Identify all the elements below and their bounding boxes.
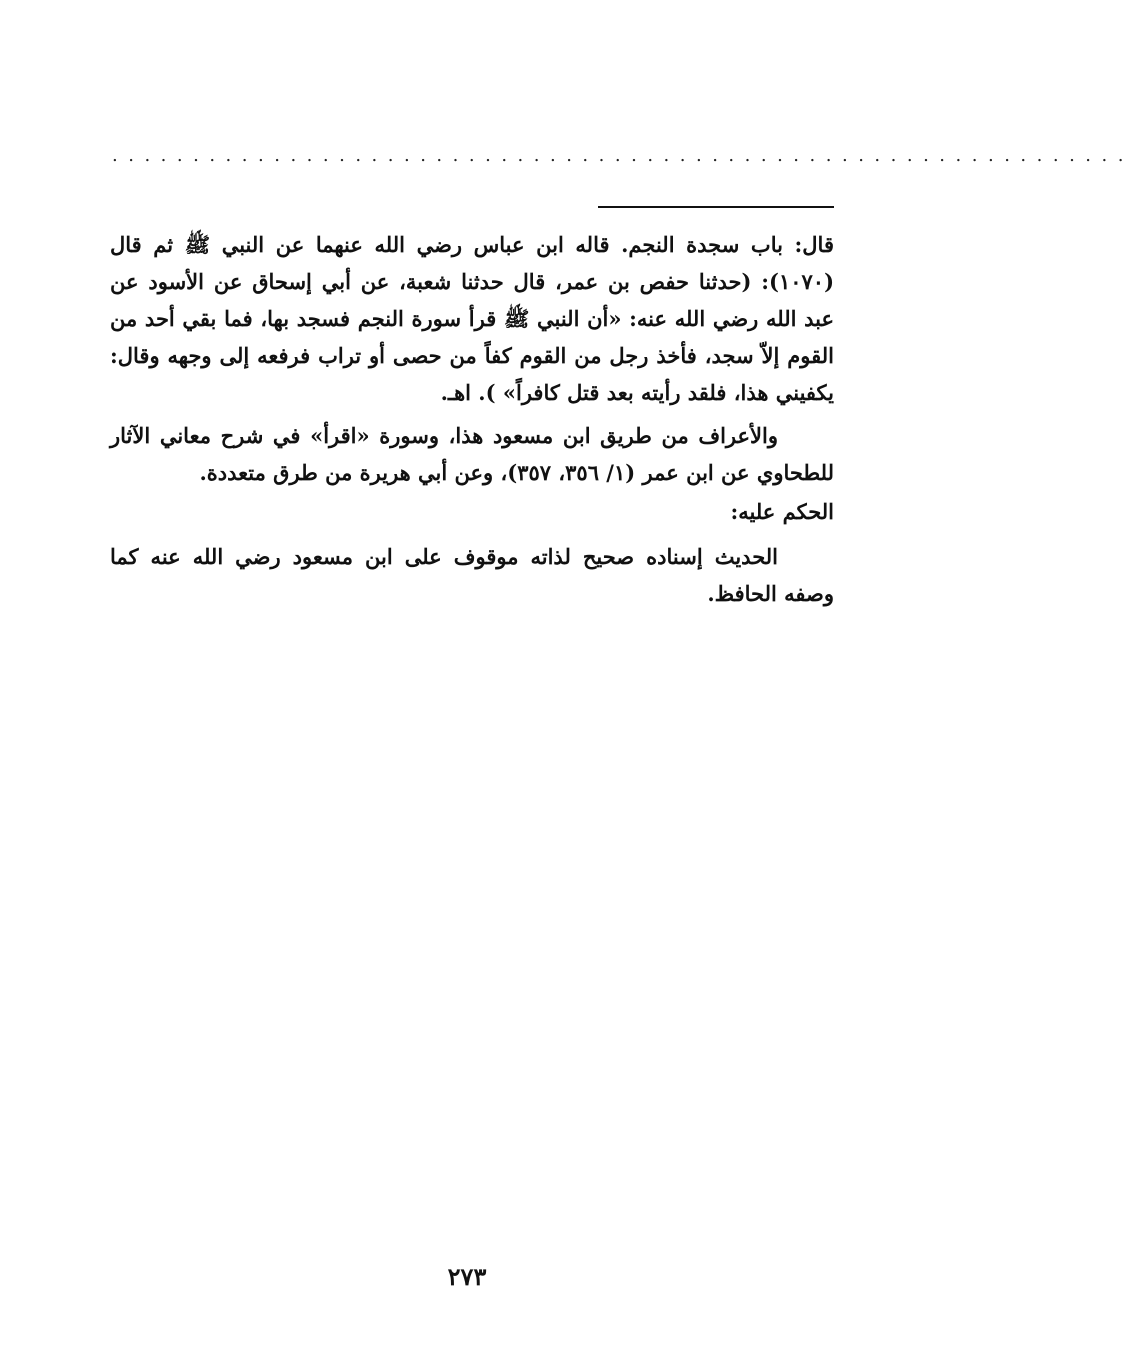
ruling-paragraph: الحديث إسناده صحيح لذاته موقوف على ابن مسعود رضي الله عنه كما وصفه الحافظ. <box>110 544 834 606</box>
dotted-separator: ............................................................... <box>112 145 1134 166</box>
ruling-heading: الحكم عليه: <box>730 499 834 524</box>
page-number: ٢٧٣ <box>447 1262 487 1291</box>
footnote-paragraph-hadith: قال: باب سجدة النجم. قاله ابن عباس رضي الله عنهما عن النبي ﷺ ثم قال (١٠٧٠): (حدثنا حفص بن عمر، قال حدثنا شعبة، عن أبي إسحاق عن الأسود عن عبد الله رضي الله عنه: «أن النبي ﷺ قرأ سورة النجم فسجد بها، فما بقي أحد من القوم إلاّ سجد، فأخذ رجل من القوم كفاً من حصى أو تراب فرفعه إلى وجهه وقال: يكفيني هذا، فلقد رأيته بعد قتل كافراً» ). اهـ. <box>110 232 834 405</box>
footnote-rule <box>598 206 834 208</box>
footnote-paragraph-sources: والأعراف من طريق ابن مسعود هذا، وسورة «اقرأ» في شرح معاني الآثار للطحاوي عن ابن عمر (١/ ٣٥٦، ٣٥٧)، وعن أبي هريرة من طرق متعددة. <box>110 423 834 485</box>
footnote-block <box>110 226 834 612</box>
